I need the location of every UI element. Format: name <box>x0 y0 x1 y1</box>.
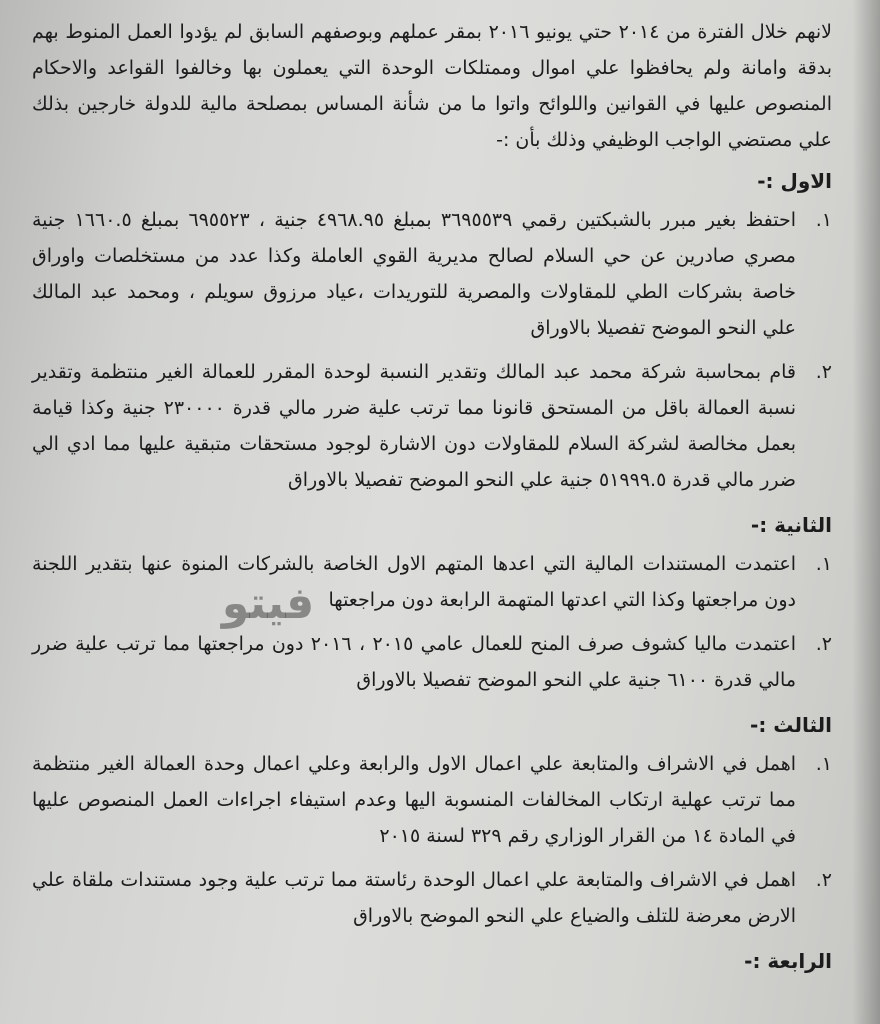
section-heading: الاول :- <box>757 169 832 193</box>
list-item <box>32 202 832 346</box>
section-second <box>32 506 832 698</box>
item-text: اهمل في الاشراف والمتابعة علي اعمال الاول والرابعة وعلي اعمال وحدة العمالة الغير منتظمة مما ترتب عهلية ارتكاب المخالفات المنسوبة اليها وعدم استيفاء اجراءات العمل المنصوص عليها في المادة ١٤ من القرار الوزاري رقم ٣٢٩ لسنة ٢٠١٥ <box>32 753 796 847</box>
list-item <box>32 626 832 698</box>
item-text: احتفظ بغير مبرر بالشبكتين رقمي ٣٦٩٥٥٣٩ بمبلغ ٤٩٦٨.٩٥ جنية ، ٦٩٥٥٢٣ بمبلغ ١٦٦٠.٥ جنية مصري صادرين عن حي السلام لصالح مديرية القوي العاملة وكذا عدد من مستخلصات واوراق خاصة بشركات الطي للمقاولات والمصرية للتوريدات ،عياد مرزوق سويلم ، ومحمد عبد المالك علي النحو الموضح تفصيلا بالاوراق <box>32 209 796 339</box>
watermark-logo <box>208 574 328 632</box>
section-first <box>32 162 832 498</box>
item-number: ٢. <box>815 361 832 383</box>
section-fourth <box>32 942 832 980</box>
page-shadow <box>852 0 880 1024</box>
section-third <box>32 706 832 934</box>
intro-paragraph: لانهم خلال الفترة من ٢٠١٤ حتي يونيو ٢٠١٦ بمقر عملهم وبوصفهم السابق لم يؤدوا العمل المنوط بهم بدقة وامانة ولم يحافظوا علي اموال وممتلكات الوحدة التي يعملون بها وخالفوا القواعد والاحكام المنصوص عليها في القوانين واللوائح واتوا ما من شأنة المساس بمصلحة مالية للدولة خارجين بذلك علي مصتضي الواجب الوظيفي وذلك بأن :- <box>32 21 832 151</box>
item-number: ١. <box>815 553 832 575</box>
item-number: ٢. <box>815 633 832 655</box>
document-page <box>32 14 832 982</box>
item-text: اهمل في الاشراف والمتابعة علي اعمال الوحدة رئاستة مما ترتب علية وجود مستندات ملقاة علي الارض معرضة للتلف والضياع علي النحو الموضح بالاوراق <box>32 869 796 927</box>
item-number: ١. <box>815 209 832 231</box>
item-text: اعتمدت ماليا كشوف صرف المنح للعمال عامي ٢٠١٥ ، ٢٠١٦ دون مراجعتها مما ترتب علية ضرر مالي قدرة ٦١٠٠ جنية علي النحو الموضح تفصيلا بالاوراق <box>32 633 796 691</box>
list-item <box>32 546 832 618</box>
section-heading: الثانية :- <box>750 513 832 537</box>
list-item <box>32 746 832 854</box>
item-number: ٢. <box>815 869 832 891</box>
watermark-text: فيتو <box>221 577 315 629</box>
item-text: قام بمحاسبة شركة محمد عبد المالك وتقدير النسبة لوحدة المقرر للعمالة الغير منتظمة وتقدير نسبة العمالة باقل من المستحق قانونا مما ترتب علية ضرر مالي قدرة ٢٣٠٠٠٠ جنية وكذا قيامة بعمل مخالصة لشركة السلام للمقاولات دون الاشارة لوجود مستحقات متبقية عليها مما ادي الي ضرر مالي قدرة ٥١٩٩٩.٥ جنية علي النحو الموضح تفصيلا بالاوراق <box>32 361 796 491</box>
item-text: اعتمدت المستندات المالية التي اعدها المتهم الاول الخاصة بالشركات المنوة عنها بتقدير اللجنة دون مراجعتها وكذا التي اعدتها المتهمة الرابعة دون مراجعتها <box>32 553 796 611</box>
item-number: ١. <box>815 753 832 775</box>
section-heading: الثالث :- <box>750 713 832 737</box>
list-item <box>32 354 832 498</box>
section-heading: الرابعة :- <box>744 949 832 973</box>
list-item <box>32 862 832 934</box>
